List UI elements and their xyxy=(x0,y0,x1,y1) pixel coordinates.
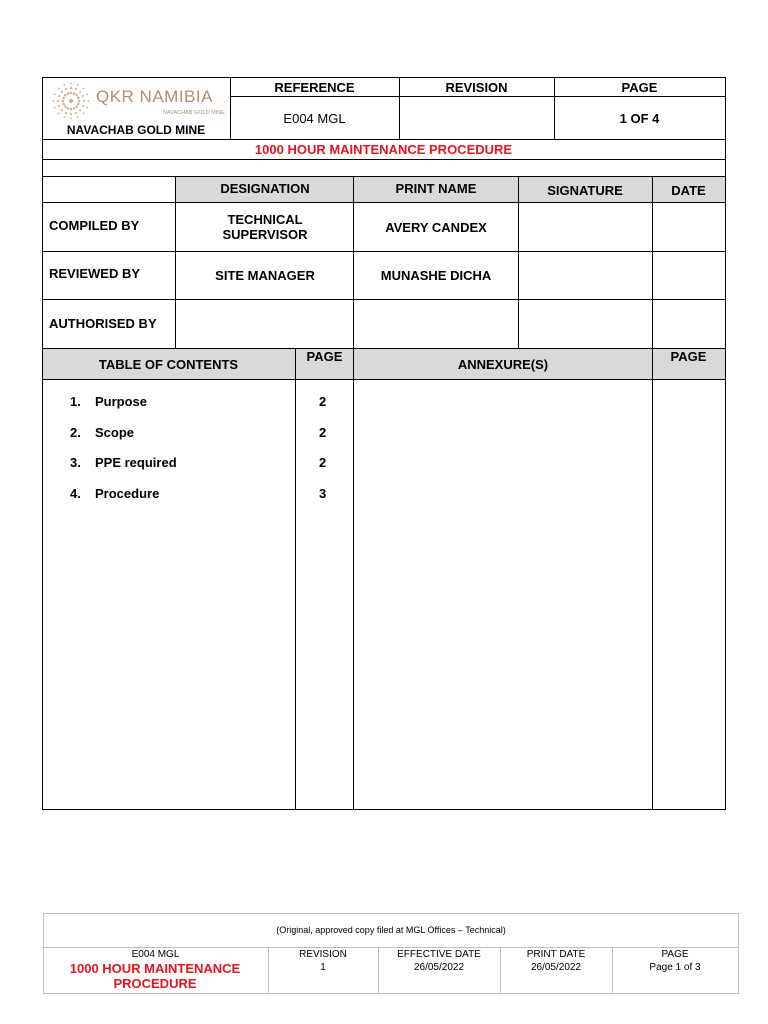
compiled-by-label: COMPILED BY xyxy=(49,218,140,233)
company-logo xyxy=(50,80,225,122)
document-title: 1000 HOUR MAINTENANCE PROCEDURE xyxy=(254,141,513,157)
footer-page-label: PAGE xyxy=(661,948,689,960)
toc-item-title: Scope xyxy=(95,425,135,440)
reference-value: E004 MGL xyxy=(283,110,346,126)
divider xyxy=(295,348,296,810)
designation-line: TECHNICAL xyxy=(227,212,303,227)
toc-item[interactable] xyxy=(70,394,290,412)
divider xyxy=(42,251,726,252)
divider xyxy=(518,176,519,349)
toc-item-page: 3 xyxy=(319,486,327,501)
divider xyxy=(175,176,176,349)
reviewed-by-label: REVIEWED BY xyxy=(49,266,141,281)
footer-effective-label: EFFECTIVE DATE xyxy=(397,948,481,960)
divider xyxy=(353,176,354,810)
divider xyxy=(399,77,400,139)
compiled-by-date xyxy=(652,203,725,251)
authorised-by-designation xyxy=(176,299,354,347)
divider xyxy=(230,77,231,139)
reviewed-by-date xyxy=(652,251,725,299)
compiled-by-designation xyxy=(176,203,354,251)
date-header: DATE xyxy=(671,182,706,198)
revision-value xyxy=(399,97,554,139)
compiled-by-name: AVERY CANDEX xyxy=(385,219,487,235)
divider xyxy=(42,379,726,380)
page-value: 1 OF 4 xyxy=(619,110,660,126)
authorised-by-signature xyxy=(518,299,652,347)
authorised-by-date xyxy=(652,299,725,347)
divider xyxy=(42,159,726,160)
compiled-by-signature xyxy=(518,203,652,251)
authorised-by-name xyxy=(354,299,518,347)
annex-page-header: PAGE xyxy=(670,348,707,364)
reviewed-by-designation: SITE MANAGER xyxy=(215,267,315,283)
divider xyxy=(725,77,726,810)
toc-item[interactable] xyxy=(70,455,290,473)
footer-note: (Original, approved copy filed at MGL Offices – Technical) xyxy=(276,925,506,935)
divider xyxy=(42,77,726,78)
designation-line: SUPERVISOR xyxy=(222,227,308,242)
reference-label: REFERENCE xyxy=(274,79,355,95)
divider xyxy=(42,809,726,810)
divider xyxy=(42,348,726,349)
toc-item-title: PPE required xyxy=(95,455,177,470)
toc-page-header: PAGE xyxy=(306,348,343,364)
annex-header: ANNEXURE(S) xyxy=(457,356,549,372)
toc-item[interactable] xyxy=(70,486,290,504)
divider xyxy=(42,176,726,177)
toc-item-number: 2. xyxy=(70,425,81,440)
signature-header: SIGNATURE xyxy=(547,182,623,198)
toc-item-page: 2 xyxy=(319,425,327,440)
divider xyxy=(43,913,739,914)
toc-item-title: Procedure xyxy=(95,486,160,501)
toc-item-number: 4. xyxy=(70,486,81,501)
page-label: PAGE xyxy=(621,79,658,95)
footer-revision-value: 1 xyxy=(320,961,326,973)
footer-page-value: Page 1 of 3 xyxy=(649,961,701,973)
divider xyxy=(42,139,726,140)
divider xyxy=(43,993,739,994)
footer-effective-value: 26/05/2022 xyxy=(413,961,465,973)
divider xyxy=(652,176,653,810)
footer-print-value: 26/05/2022 xyxy=(530,961,582,973)
reviewed-by-signature xyxy=(518,251,652,299)
authorised-by-label: AUTHORISED BY xyxy=(49,315,157,331)
toc-item-page: 2 xyxy=(319,394,327,409)
divider xyxy=(230,96,726,97)
toc-item-title: Purpose xyxy=(95,394,148,409)
mine-name: NAVACHAB GOLD MINE xyxy=(66,123,206,137)
designation-header: DESIGNATION xyxy=(220,180,310,196)
footer-revision-label: REVISION xyxy=(299,948,347,960)
footer-title: 1000 HOUR MAINTENANCE PROCEDURE xyxy=(69,961,241,991)
divider xyxy=(42,299,726,300)
footer-print-label: PRINT DATE xyxy=(526,948,586,960)
toc-item-page: 2 xyxy=(319,455,327,470)
print-name-header: PRINT NAME xyxy=(395,180,477,196)
toc-header: TABLE OF CONTENTS xyxy=(98,356,239,372)
reviewed-by-name: MUNASHE DICHA xyxy=(380,267,492,283)
toc-item-number: 1. xyxy=(70,394,81,409)
toc-item-number: 3. xyxy=(70,455,81,470)
logo-subtext: NAVACHAB GOLD MINE xyxy=(163,110,225,116)
logo-text: QKR NAMIBIA xyxy=(96,87,213,106)
footer-doc-ref: E004 MGL xyxy=(131,948,180,960)
toc-item[interactable] xyxy=(70,425,290,443)
divider xyxy=(42,77,43,810)
revision-label: REVISION xyxy=(445,79,508,95)
divider xyxy=(42,202,726,203)
divider xyxy=(554,77,555,139)
